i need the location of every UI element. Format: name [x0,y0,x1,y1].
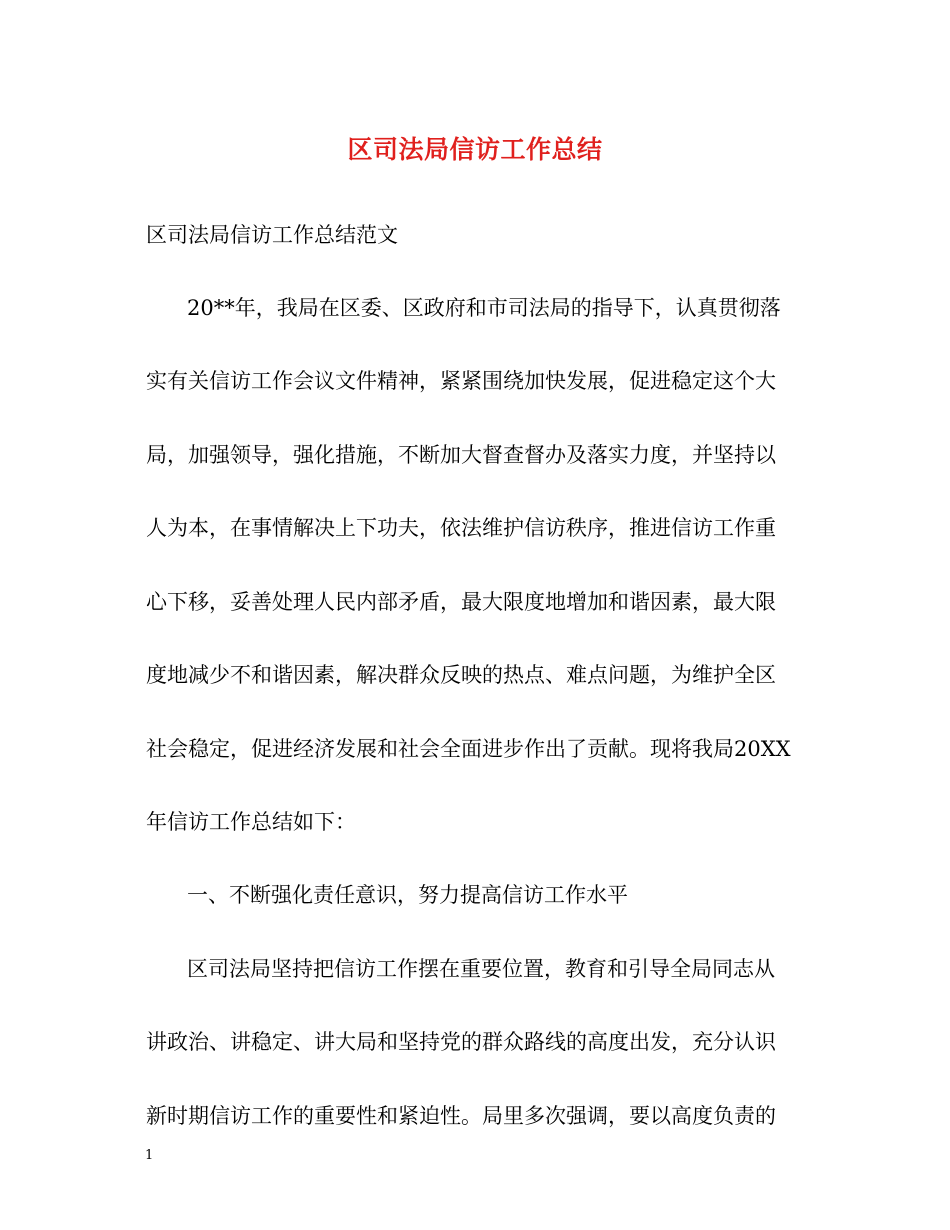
paragraph-2-line-1: 区司法局坚持把信访工作摆在重要位置，教育和引导全局同志从 [187,957,775,981]
paragraph-1-line-6: 度地减少不和谐因素，解决群众反映的热点、难点问题，为维护全区 [146,663,776,687]
page-number: 1 [145,1148,154,1163]
document-subtitle: 区司法局信访工作总结范文 [146,223,398,247]
paragraph-1-line-3: 局，加强领导，强化措施，不断加大督查督办及落实力度，并坚持以 [146,443,776,467]
document-title: 区司法局信访工作总结 [347,135,603,164]
paragraph-1-line-7: 社会稳定，促进经济发展和社会全面进步作出了贡献。现将我局20XX [146,737,791,761]
paragraph-2-line-3: 新时期信访工作的重要性和紧迫性。局里多次强调，要以高度负责的 [146,1104,776,1128]
paragraph-2-line-2: 讲政治、讲稳定、讲大局和坚持党的群众路线的高度出发，充分认识 [146,1030,776,1054]
paragraph-1-line-8: 年信访工作总结如下： [146,810,356,834]
paragraph-1-line-1: 20**年，我局在区委、区政府和市司法局的指导下，认真贯彻落 [187,296,781,320]
paragraph-1-line-5: 心下移，妥善处理人民内部矛盾，最大限度地增加和谐因素，最大限 [146,590,776,614]
paragraph-1-line-2: 实有关信访工作会议文件精神，紧紧围绕加快发展，促进稳定这个大 [146,369,776,393]
section-heading-1: 一、不断强化责任意识，努力提高信访工作水平 [187,883,628,907]
paragraph-1-line-4: 人为本，在事情解决上下功夫，依法维护信访秩序，推进信访工作重 [146,516,776,540]
